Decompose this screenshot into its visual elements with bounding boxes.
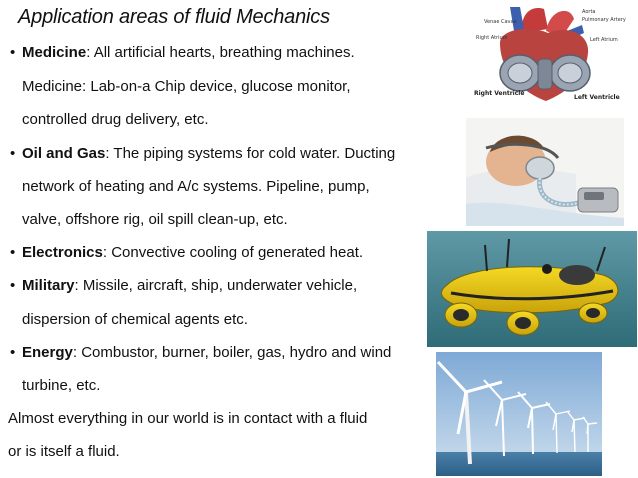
label-vena-cava: Venae Cavae: [484, 19, 517, 25]
breathing-machine-photo: [466, 118, 624, 226]
label-aorta: Aorta: [582, 9, 596, 15]
text-military-2: dispersion of chemical agents etc.: [22, 311, 248, 328]
bullet-medicine: [10, 44, 355, 62]
slide-title: Application areas of fluid Mechanics: [18, 6, 330, 28]
text-military-1: : Missile, aircraft, ship, underwater vehicle,: [74, 277, 358, 294]
bullet-oil-gas: [10, 145, 395, 163]
label-right-atrium: Right Atrium: [476, 35, 508, 41]
label-right-ventricle: Right Ventricle: [474, 90, 525, 97]
label-pulmonary-artery: Pulmonary Artery: [582, 17, 626, 23]
text-energy-2: turbine, etc.: [22, 377, 101, 394]
text-medicine-2: Medicine: Lab-on-a Chip device, glucose monitor,: [22, 78, 351, 95]
keyword-electronics: Electronics: [22, 244, 103, 261]
text-energy-1: : Combustor, burner, boiler, gas, hydro and wind: [72, 344, 392, 361]
keyword-oil-gas: Oil and Gas: [22, 145, 106, 162]
breathing-machine-image: [466, 118, 624, 226]
bullet-symbol: •: [10, 44, 16, 61]
keyword-medicine: Medicine: [22, 44, 87, 61]
bullet-electronics: [10, 244, 363, 262]
bullet-symbol: •: [10, 277, 16, 294]
text-medicine-1: : All artificial hearts, breathing machines.: [86, 44, 355, 61]
underwater-vehicle-photo: [427, 231, 637, 347]
label-left-atrium: Left Atrium: [590, 37, 618, 43]
keyword-energy: Energy: [22, 344, 73, 361]
text-electronics-1: : Convective cooling of generated heat.: [102, 244, 364, 261]
offshore-wind-turbines-photo: [436, 352, 602, 476]
label-left-ventricle: Left Ventricle: [574, 94, 620, 101]
text-oil-1: : The piping systems for cold water. Ducting: [105, 145, 396, 162]
bullet-symbol: •: [10, 244, 16, 261]
bullet-symbol: •: [10, 344, 16, 361]
text-medicine-3: controlled drug delivery, etc.: [22, 111, 209, 128]
text-oil-3: valve, offshore rig, oil spill clean-up, etc.: [22, 211, 288, 228]
underwater-vehicle-image: [427, 231, 637, 347]
artificial-heart-image: [470, 3, 626, 113]
keyword-military: Military: [22, 277, 75, 294]
text-oil-2: network of heating and A/c systems. Pipeline, pump,: [22, 178, 370, 195]
artificial-heart-illustration: [470, 3, 626, 113]
closing-line-2: or is itself a fluid.: [8, 443, 120, 460]
bullet-symbol: •: [10, 145, 16, 162]
bullet-military: [10, 277, 357, 295]
bullet-energy: [10, 344, 391, 362]
wind-turbines-image: [436, 352, 602, 476]
closing-line-1: Almost everything in our world is in contact with a fluid: [8, 410, 368, 427]
